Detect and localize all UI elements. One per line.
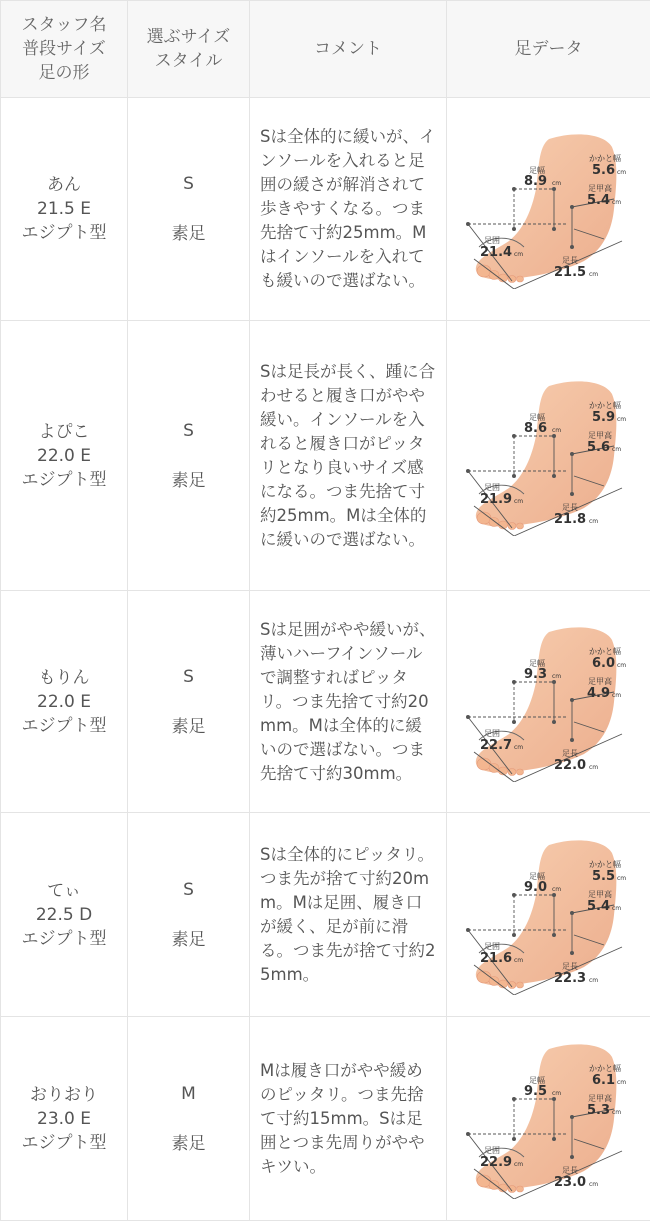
size-cell [128,321,250,591]
size-cell [128,98,250,321]
foot-data-cell [447,321,650,591]
comment-cell: Mは履き口がやや緩めのピッタリ。つま先捨て寸約15mm。Sは足囲とつま先周りがややキツい。 [250,1017,447,1221]
instep-label: 足甲高 [587,184,612,193]
staff-cell [1,321,128,591]
girth-label: 足囲 [483,482,500,492]
style: 素足 [171,716,206,737]
usual-size: 23.0 E [37,1108,91,1129]
table-row [1,813,650,1017]
heel-unit: cm [616,661,626,669]
heel-value: 5.5 [591,868,615,884]
header-comment: コメント [250,1,447,98]
staff-name: てぃ [47,880,81,901]
staff-name: よぴこ [38,421,90,442]
girth-value: 22.7 [479,737,512,753]
length-value: 21.8 [553,511,586,527]
length-unit: cm [588,517,598,525]
foot-shape: エジプト型 [21,1132,107,1153]
style: 素足 [171,1133,206,1154]
foot-illustration [454,129,644,289]
length-label: 足長 [561,1165,578,1175]
length-unit: cm [588,1180,598,1188]
staff-cell [1,813,128,1017]
girth-unit: cm [513,251,523,258]
width-value: 9.3 [523,666,547,682]
heel-value: 5.9 [591,409,615,425]
length-value: 22.3 [553,970,586,986]
staff-cell [1,591,128,813]
header-staff-line: 普段サイズ [22,39,106,59]
foot-shape: エジプト型 [21,928,107,949]
length-unit: cm [588,271,598,278]
heel-value: 6.1 [591,1072,615,1088]
length-label: 足長 [561,256,578,265]
header-row [1,1,650,98]
heel-value: 5.6 [591,163,615,178]
foot-shape: エジプト型 [21,223,107,243]
foot-shape: エジプト型 [21,469,107,490]
foot-illustration [454,376,644,536]
girth-unit: cm [513,1160,523,1168]
comment-cell: Sは全体的にピッタリ。つま先が捨て寸約20mm。Mは足囲、履き口が緩く、足が前に滑る。つま先が捨て寸約25mm。 [250,813,447,1017]
foot-shape: エジプト型 [21,715,107,736]
instep-label: 足甲高 [587,889,612,899]
foot-data-cell [447,98,650,321]
instep-label: 足甲高 [587,1093,612,1103]
heel-label: かかと幅 [588,400,621,410]
length-label: 足長 [561,961,578,971]
table-row [1,321,650,591]
girth-value: 21.9 [479,491,512,507]
instep-unit: cm [611,904,621,912]
chosen-size: S [183,666,194,687]
header-size-line: 選ぶサイズ [146,27,231,47]
heel-label: かかと幅 [588,1063,621,1073]
heel-label: かかと幅 [588,646,621,656]
foot-data-cell [447,591,650,813]
usual-size: 21.5 E [37,199,91,219]
foot-illustration [454,835,644,995]
instep-value: 5.4 [586,193,610,208]
width-label: 足幅 [528,658,545,668]
girth-value: 21.6 [479,950,512,966]
girth-unit: cm [513,497,523,505]
length-value: 22.0 [553,757,586,773]
instep-label: 足甲高 [587,430,612,440]
instep-unit: cm [611,199,621,206]
size-cell [128,813,250,1017]
usual-size: 22.5 D [35,904,93,925]
foot-illustration [454,622,644,782]
girth-label: 足囲 [483,728,500,738]
staff-cell [1,1017,128,1221]
chosen-size: M [181,1083,196,1104]
style: 素足 [171,224,206,244]
girth-unit: cm [513,956,523,964]
width-label: 足幅 [528,166,545,175]
staff-cell [1,98,128,321]
width-label: 足幅 [528,1075,545,1085]
girth-value: 22.9 [479,1154,512,1170]
width-unit: cm [551,1089,561,1097]
style: 素足 [171,929,206,950]
table-row [1,1017,650,1221]
staff-name: もりん [38,667,90,688]
heel-value: 6.0 [591,655,615,671]
header-data: 足データ [447,1,650,98]
width-value: 9.0 [523,879,547,895]
size-cell [128,591,250,813]
girth-label: 足囲 [483,941,500,951]
usual-size: 22.0 E [37,445,91,466]
table-row [1,98,650,321]
heel-unit: cm [616,169,626,176]
length-label: 足長 [561,748,578,758]
header-staff-line: 足の形 [38,63,90,83]
chosen-size: S [183,879,194,900]
girth-label: 足囲 [483,236,500,245]
header-staff [1,1,128,98]
table-row [1,591,650,813]
length-value: 21.5 [553,265,586,280]
comment-cell: Sは足長が長く、踵に合わせると履き口がやや緩い。インソールを入れると履き口がピッタリとなり良いサイズ感になる。つま先捨て寸約25mm。Mは全体的に緩いので選ばない。 [250,321,447,591]
instep-unit: cm [611,691,621,699]
instep-value: 5.6 [586,439,610,455]
comment-cell: Sは足囲がやや緩いが、薄いハーフインソールで調整すればピッタリ。つま先捨て寸約20mm。Mは全体的に緩いので選ばない。つま先捨て寸約30mm。 [250,591,447,813]
length-unit: cm [588,763,598,771]
length-value: 23.0 [553,1174,586,1190]
width-unit: cm [551,885,561,893]
foot-illustration [454,1039,644,1199]
instep-value: 5.3 [586,1102,610,1118]
heel-label: かかと幅 [588,154,621,163]
heel-unit: cm [616,1078,626,1086]
girth-unit: cm [513,743,523,751]
header-size-line: スタイル [154,51,223,71]
header-size [128,1,250,98]
width-unit: cm [551,672,561,680]
width-unit: cm [551,180,561,187]
heel-unit: cm [616,874,626,882]
heel-unit: cm [616,415,626,423]
size-cell [128,1017,250,1221]
width-label: 足幅 [528,412,545,422]
usual-size: 22.0 E [37,691,91,712]
header-staff-line: スタッフ名 [21,15,107,35]
length-unit: cm [588,976,598,984]
girth-label: 足囲 [483,1145,500,1155]
width-label: 足幅 [528,871,545,881]
instep-value: 4.9 [586,685,610,701]
width-value: 9.5 [523,1083,547,1099]
staff-name: あん [47,175,81,195]
instep-label: 足甲高 [587,676,612,686]
chosen-size: S [183,174,194,194]
instep-unit: cm [611,445,621,453]
width-value: 8.9 [523,174,547,189]
chosen-size: S [183,420,194,441]
foot-data-cell [447,1017,650,1221]
staff-name: おりおり [30,1084,98,1105]
length-label: 足長 [561,502,578,512]
instep-unit: cm [611,1108,621,1116]
foot-data-cell [447,813,650,1017]
instep-value: 5.4 [586,898,610,914]
style: 素足 [171,470,206,491]
comment-cell: Sは全体的に緩いが、インソールを入れると足囲の緩さが解消されて歩きやすくなる。つま先捨て寸約25mm。Mはインソールを入れても緩いので選ばない。 [250,98,447,321]
width-unit: cm [551,426,561,434]
width-value: 8.6 [523,420,547,436]
heel-label: かかと幅 [588,859,621,869]
girth-value: 21.4 [479,245,512,260]
